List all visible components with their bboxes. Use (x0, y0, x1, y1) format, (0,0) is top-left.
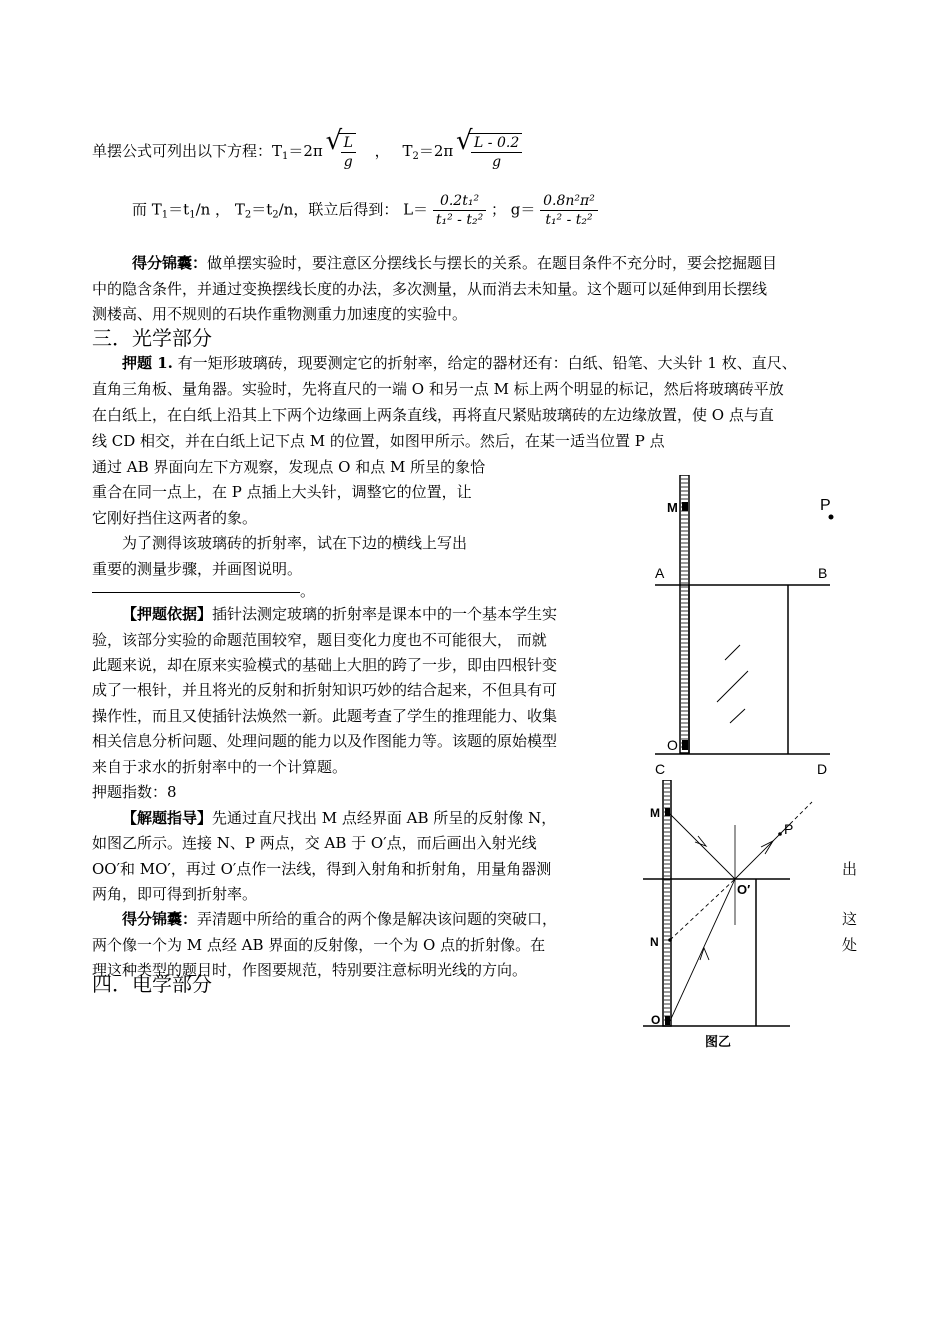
glass-hatch (730, 709, 745, 723)
section-heading-optics: 三．光学部分 (92, 326, 212, 350)
figure-caption: 图乙 (705, 1034, 732, 1049)
fraction-den: t₁² - t₂² (435, 212, 484, 228)
figure-1-diagram (645, 475, 845, 775)
problem-line9: 重要的测量步骤，并画图说明。 (92, 560, 303, 578)
guide-line3: OO′和 MO′，再过 O′点作一法线，得到入射角和折射角，用量角器测 (92, 860, 552, 878)
fraction-g (540, 192, 598, 229)
guide-label: 【解题指导】 (122, 809, 213, 827)
formula-text: ， (374, 142, 390, 160)
tips-label: 得分锦囊： (132, 254, 208, 272)
fraction-den: t₁² - t₂² (545, 212, 593, 228)
formula-text: ＝2π (288, 142, 323, 160)
ruler (680, 475, 689, 753)
label-B: B (818, 565, 828, 581)
guide-line3-tail: 出 (842, 860, 858, 878)
formula-text: 而 T (132, 200, 162, 219)
guide-line4: 两角，即可得到折射率。 (92, 885, 258, 903)
paragraph-text: 做单摆实验时，要注意区分摆线长与摆长的关系。在题目条件不充分时，要会挖掘题目 (207, 254, 778, 272)
formula-text: 单摆公式可列出以下方程：T (92, 142, 283, 160)
ruler (663, 780, 671, 1026)
paragraph-text: 有一矩形玻璃砖，现要测定它的折射率，给定的器材还有：白纸、铅笔、大头针 1 枚、直尺、 (172, 354, 797, 372)
label-P: P (784, 821, 794, 837)
label-A: A (655, 565, 665, 581)
problem-index: 押题指数：8 (92, 783, 177, 801)
figure-2-diagram (640, 780, 820, 1055)
problem-line8: 为了测得该玻璃砖的折射率，试在下边的横线上写出 (122, 534, 468, 552)
problem-line5: 通过 AB 界面向左下方观察，发现点 O 和点 M 所呈的象恰 (92, 458, 486, 476)
problem-line3: 在白纸上，在白纸上沿其上下两个边缘画上两条直线，再将直尺紧贴玻璃砖的左边缘放置，使 O 点与直 (92, 406, 774, 424)
label-O-prime: O′ (737, 882, 751, 897)
problem-line6: 重合在同一点上，在 P 点插上大头针，调整它的位置，让 (92, 483, 472, 501)
sqrt-2 (468, 133, 522, 171)
blank-end: 。 (300, 582, 316, 600)
formula-text: T (402, 142, 413, 160)
tips2-line3: 理这种类型的题目时，作图要规范，特别要注意标明光线的方向。 (92, 961, 528, 979)
formula-line-1 (92, 133, 522, 171)
tips2-line1 (122, 906, 557, 932)
subscript: 2 (244, 209, 252, 221)
formula-text: ＝t (168, 200, 190, 219)
tips2-line1-tail: 这 (842, 910, 858, 928)
paragraph-text: 弄清题中所给的重合的两个像是解决该问题的突破口， (197, 910, 558, 928)
fraction-num: 0.2t₁² (433, 192, 486, 211)
tips2-line2-tail: 处 (842, 936, 858, 954)
ray-O-to-P (735, 824, 790, 879)
formula-text: /n ， T (195, 200, 245, 219)
ray-O-from-O (670, 879, 735, 1021)
label-M: M (667, 500, 678, 515)
point-P-dot (778, 832, 782, 836)
label-N: N (650, 935, 659, 949)
arrow-head (700, 948, 709, 960)
subscript: 2 (272, 209, 279, 221)
formula-text: /n，联立后得到： L＝ (278, 200, 429, 219)
basis-line4: 成了一根针，并且将光的反射和折射知识巧妙的结合起来，不但具有可 (92, 681, 558, 699)
point-P-dot (829, 515, 834, 520)
problem-line1 (122, 350, 797, 376)
formula-text: ＝t (251, 200, 273, 219)
tips-label: 得分锦囊： (122, 910, 198, 928)
subscript: 1 (161, 209, 169, 221)
label-M: M (650, 806, 660, 820)
fraction-den: g (343, 154, 353, 170)
basis-line1 (122, 601, 557, 627)
fraction-num: √ L - 0.2 (471, 134, 522, 153)
problem-label: 押题 1. (122, 354, 173, 372)
tips1-line2: 中的隐含条件，并通过变换摆线长度的办法，多次测量，从而消去未知量。这个题可以延伸到用长摆线 (92, 280, 768, 298)
subscript: 1 (282, 151, 289, 162)
sqrt-1 (338, 133, 356, 171)
label-O: O (667, 737, 678, 753)
point-N-dot (668, 938, 672, 942)
label-O: O (651, 1013, 661, 1027)
formula-text: ； g＝ (490, 200, 536, 219)
problem-line2: 直角三角板、量角器。实验时，先将直尺的一端 O 和另一点 M 标上两个明显的标记，然后将玻璃砖平放 (92, 380, 784, 398)
problem-line7: 它刚好挡住这两者的象。 (92, 509, 258, 527)
section-heading-electricity: 四．电学部分 (92, 972, 212, 996)
subscript: 2 (412, 151, 419, 162)
fraction-den: g (492, 154, 502, 170)
tips2-line2: 两个像一个为 M 点经 AB 界面的反射像，一个为 O 点的折射像。在 (92, 936, 546, 954)
label-P: P (820, 497, 831, 514)
fraction-L (433, 192, 486, 229)
formula-line-2 (132, 192, 598, 229)
guide-line1 (122, 805, 556, 831)
basis-line3: 此题来说，却在原来实验模式的基础上大胆的跨了一步，即由四根针变 (92, 656, 558, 674)
basis-line6: 相关信息分析问题、处理问题的能力以及作图能力等。该题的原始模型 (92, 732, 558, 750)
basis-line5: 操作性，而且又使插针法焕然一新。此题考查了学生的推理能力、收集 (92, 707, 558, 725)
dashed-N-to-O (670, 879, 735, 940)
formula-text: ＝2π (418, 142, 454, 160)
basis-line2: 验，该部分实验的命题范围较窄，题目变化力度也不可能很大， 而就 (92, 631, 547, 649)
glass-hatch (717, 671, 748, 702)
answer-blank-line (92, 592, 300, 593)
ray-M-to-O (670, 814, 735, 879)
problem-line4: 线 CD 相交，并在白纸上记下点 M 的位置，如图甲所示。然后，在某一适当位置 P 点 (92, 432, 665, 450)
label-C: C (655, 761, 666, 775)
basis-label: 【押题依据】 (122, 605, 213, 623)
paragraph-text: 插针法测定玻璃的折射率是课本中的一个基本学生实 (212, 605, 558, 623)
tips1-line3: 测楼高、用不规则的石块作重物测重力加速度的实验中。 (92, 305, 468, 323)
glass-hatch (725, 645, 740, 660)
basis-line7: 来自于求水的折射率中的一个计算题。 (92, 758, 348, 776)
tips1-line1 (132, 250, 777, 276)
fraction-num: √ L (341, 134, 356, 153)
subscript: 1 (189, 209, 196, 221)
label-D: D (817, 761, 828, 775)
fraction-num: 0.8n²π² (540, 192, 598, 211)
guide-line2: 如图乙所示。连接 N、P 两点，交 AB 于 O′点，而后画出入射光线 (92, 834, 537, 852)
paragraph-text: 先通过直尺找出 M 点经界面 AB 所呈的反射像 N， (212, 809, 557, 827)
